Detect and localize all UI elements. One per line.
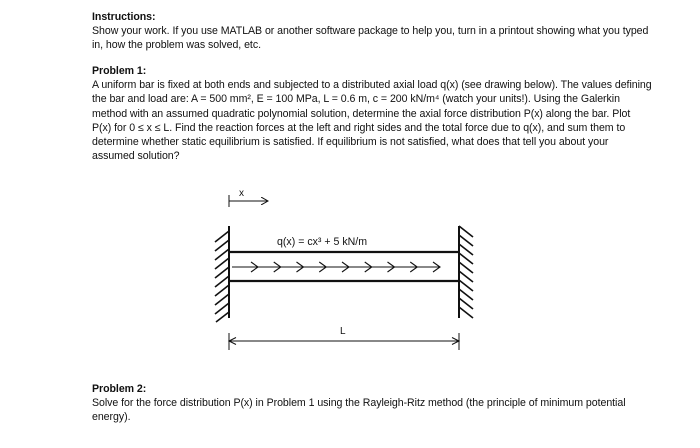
problem-2-heading: Problem 2:: [92, 383, 147, 395]
x-axis-indicator: [229, 188, 268, 207]
right-fixed-support: [459, 226, 473, 318]
problem-1-heading: Problem 1:: [92, 65, 147, 77]
problem-2-text: Solve for the force distribution P(x) in Problem 1 using the Rayleigh-Ritz method (the principle of minimum potential energy).: [92, 397, 626, 424]
problem-2-section: [92, 382, 652, 425]
length-dimension: [229, 326, 459, 350]
load-label: q(x) = cx³ + 5 kN/m: [277, 236, 368, 248]
instructions-heading: Instructions:: [92, 11, 156, 23]
x-axis-label: x: [239, 188, 244, 199]
instructions-text: Show your work. If you use MATLAB or another software package to help you, turn in a printout showing what you typed in, how the problem was solved, etc.: [92, 25, 649, 52]
left-fixed-support: [215, 226, 229, 322]
problem-1-text: A uniform bar is fixed at both ends and subjected to a distributed axial load q(x) (see drawing below). The values defining the bar and load are: A = 500 mm², E = 100 MPa, L = 0.6 m, c = 200 kN/m⁴ (watch your units!). Using the Galerkin method with an assumed quadratic polynomial solution, determine the axial force distribution P(x) along the bar. Plot P(x) for 0 ≤ x ≤ L. Find the reaction forces at the left and right sides and the total force due to q(x), and sum them to determine whether static equilibrium is satisfied. If equilibrium is not satisfied, what does that tell you about your assumed solution?: [92, 79, 652, 163]
distributed-load-arrows: [232, 262, 440, 272]
length-label: L: [340, 326, 346, 337]
